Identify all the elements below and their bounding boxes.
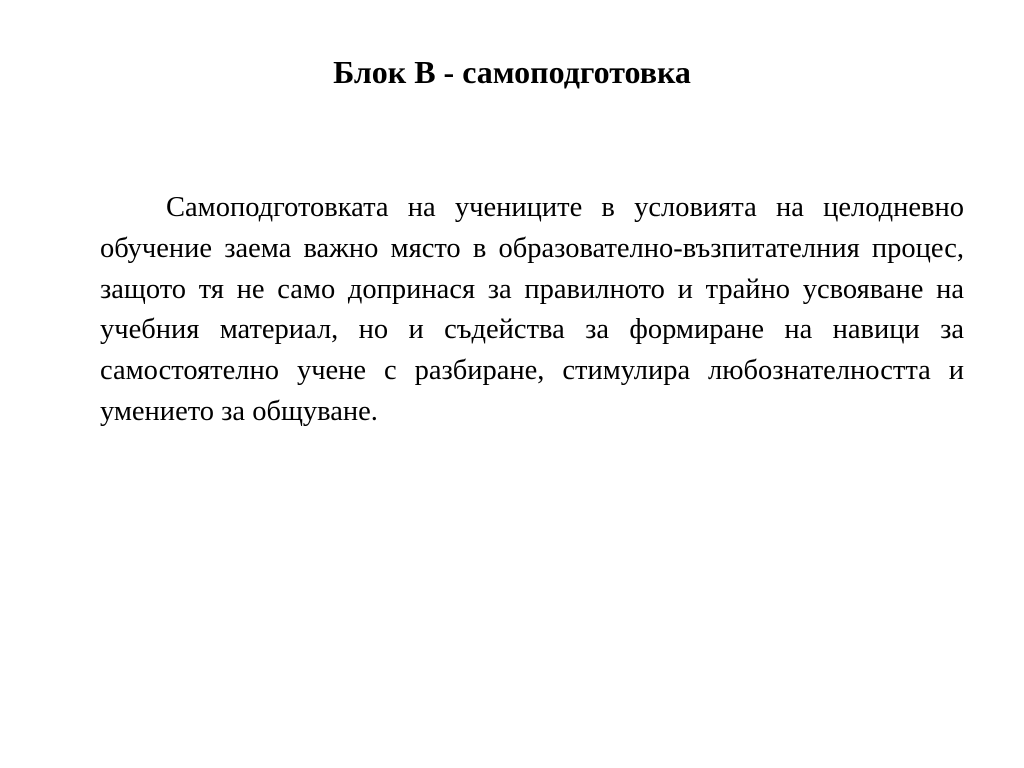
slide-title: Блок В - самоподготовка: [333, 54, 691, 90]
slide-paragraph: Самоподготовката на учениците в условията на целодневно обучение заема важно място в образователно-възпитателния процес, защото тя не само допринася за правилното и трайно усвояване на учебния материал, но и съдейства за формиране на навици за самостоятелно учене с разбиране, стимулира любознателността и умението за общуване.: [100, 192, 964, 427]
